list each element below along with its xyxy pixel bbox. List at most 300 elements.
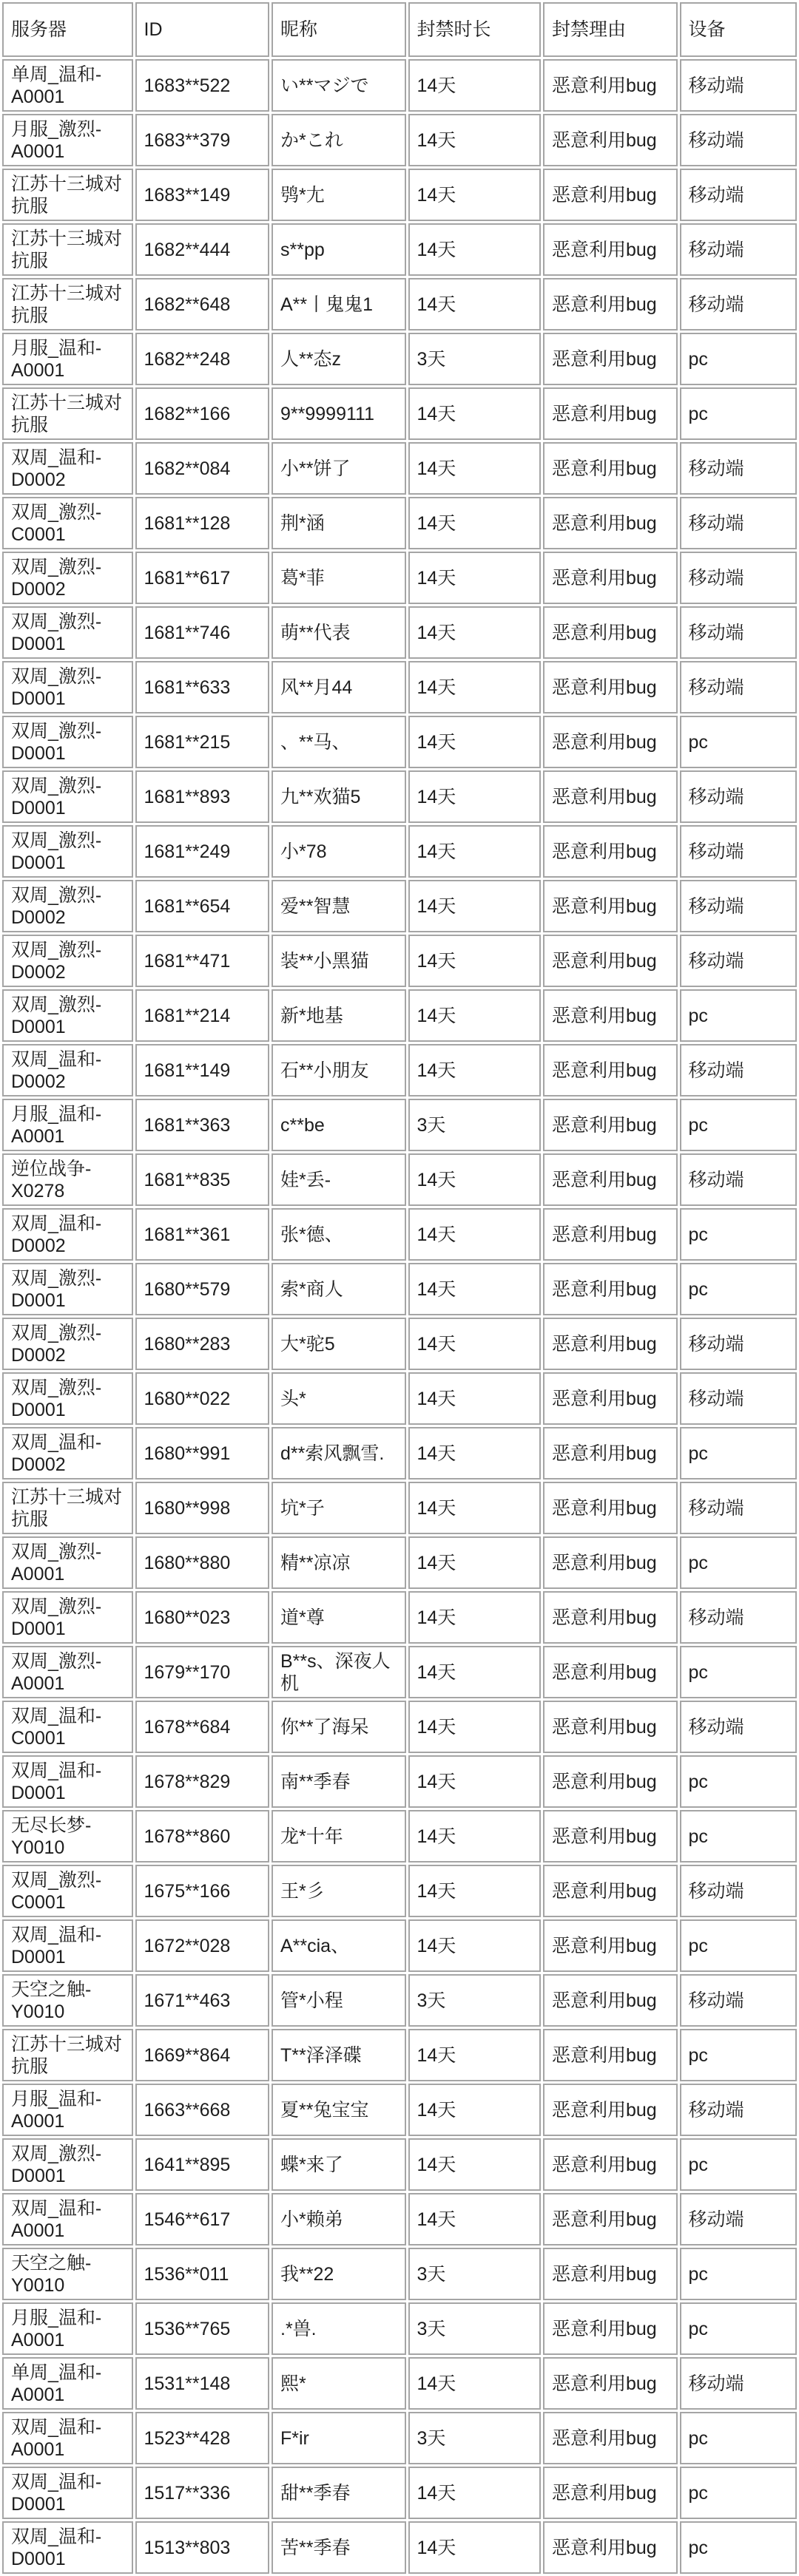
cell-nickname: 龙*十年 — [272, 1810, 406, 1862]
cell-id: 1681**249 — [135, 825, 270, 878]
header-row — [2, 2, 797, 57]
table-row — [2, 1919, 797, 1972]
cell-duration: 14天 — [408, 1865, 542, 1917]
table-row — [2, 1099, 797, 1151]
cell-id: 1513**803 — [135, 2521, 270, 2574]
cell-reason: 恶意利用bug — [543, 935, 678, 987]
cell-duration: 14天 — [408, 770, 542, 823]
cell-device: 移动端 — [680, 1701, 798, 1753]
cell-server: 月服_温和-A0001 — [2, 2084, 133, 2136]
cell-server: 江苏十三城对抗服 — [2, 1482, 133, 1534]
cell-server: 单周_温和-A0001 — [2, 2357, 133, 2410]
table-row — [2, 497, 797, 549]
cell-id: 1536**765 — [135, 2302, 270, 2355]
cell-nickname: 道*尊 — [272, 1591, 406, 1644]
table-row — [2, 2248, 797, 2300]
table-row — [2, 606, 797, 659]
table-row — [2, 2357, 797, 2410]
table-row — [2, 59, 797, 112]
cell-nickname: A**丨鬼鬼1 — [272, 278, 406, 331]
cell-id: 1536**011 — [135, 2248, 270, 2300]
cell-server: 双周_温和-A0001 — [2, 2412, 133, 2464]
table-row — [2, 1153, 797, 1206]
cell-nickname: 夏**兔宝宝 — [272, 2084, 406, 2136]
cell-id: 1681**149 — [135, 1044, 270, 1097]
cell-duration: 14天 — [408, 935, 542, 987]
cell-nickname: 王*彡 — [272, 1865, 406, 1917]
cell-duration: 3天 — [408, 2248, 542, 2300]
cell-device: pc — [680, 2467, 798, 2519]
table-body — [2, 59, 797, 2574]
cell-server: 月服_激烈-A0001 — [2, 114, 133, 166]
cell-nickname: 甜**季春 — [272, 2467, 406, 2519]
cell-duration: 14天 — [408, 2467, 542, 2519]
cell-nickname: 张*德、 — [272, 1208, 406, 1261]
cell-reason: 恶意利用bug — [543, 1536, 678, 1589]
column-header-duration: 封禁时长 — [408, 2, 542, 57]
cell-duration: 3天 — [408, 1974, 542, 2027]
cell-duration: 3天 — [408, 2302, 542, 2355]
cell-nickname: T**泽泽碟 — [272, 2029, 406, 2081]
cell-device: 移动端 — [680, 1591, 798, 1644]
cell-duration: 14天 — [408, 1591, 542, 1644]
table-row — [2, 2138, 797, 2191]
cell-device: pc — [680, 333, 798, 385]
cell-duration: 14天 — [408, 169, 542, 221]
cell-device: 移动端 — [680, 2357, 798, 2410]
cell-server: 双周_激烈-D0001 — [2, 989, 133, 1042]
cell-duration: 3天 — [408, 1099, 542, 1151]
table-row — [2, 1263, 797, 1315]
cell-id: 1681**654 — [135, 880, 270, 932]
cell-reason: 恶意利用bug — [543, 2138, 678, 2191]
cell-device: pc — [680, 1755, 798, 1808]
cell-duration: 14天 — [408, 1646, 542, 1698]
cell-duration: 14天 — [408, 825, 542, 878]
cell-id: 1680**998 — [135, 1482, 270, 1534]
cell-nickname: 人**态z — [272, 333, 406, 385]
cell-reason: 恶意利用bug — [543, 387, 678, 440]
cell-reason: 恶意利用bug — [543, 716, 678, 768]
cell-duration: 14天 — [408, 989, 542, 1042]
cell-nickname: s**pp — [272, 223, 406, 276]
column-header-server: 服务器 — [2, 2, 133, 57]
cell-reason: 恶意利用bug — [543, 114, 678, 166]
cell-duration: 14天 — [408, 2193, 542, 2245]
cell-id: 1680**283 — [135, 1318, 270, 1370]
cell-nickname: 南**季春 — [272, 1755, 406, 1808]
cell-server: 双周_温和-D0002 — [2, 442, 133, 495]
cell-id: 1675**166 — [135, 1865, 270, 1917]
cell-reason: 恶意利用bug — [543, 552, 678, 604]
cell-device: pc — [680, 2138, 798, 2191]
table-row — [2, 880, 797, 932]
cell-reason: 恶意利用bug — [543, 1208, 678, 1261]
cell-nickname: 荆*涵 — [272, 497, 406, 549]
table-row — [2, 661, 797, 714]
cell-server: 双周_激烈-D0001 — [2, 661, 133, 714]
cell-device: 移动端 — [680, 2084, 798, 2136]
cell-device: 移动端 — [680, 1865, 798, 1917]
cell-server: 双周_激烈-A0001 — [2, 1646, 133, 1698]
cell-server: 双周_温和-D0002 — [2, 1427, 133, 1479]
cell-device: 移动端 — [680, 497, 798, 549]
cell-nickname: A**cia、 — [272, 1919, 406, 1972]
table-row — [2, 552, 797, 604]
table-row — [2, 1372, 797, 1425]
cell-device: 移动端 — [680, 1153, 798, 1206]
cell-server: 双周_温和-A0001 — [2, 2193, 133, 2245]
cell-id: 1683**149 — [135, 169, 270, 221]
cell-device: 移动端 — [680, 880, 798, 932]
cell-duration: 14天 — [408, 716, 542, 768]
cell-nickname: 小*78 — [272, 825, 406, 878]
cell-reason: 恶意利用bug — [543, 2302, 678, 2355]
table-row — [2, 333, 797, 385]
cell-reason: 恶意利用bug — [543, 2521, 678, 2574]
cell-device: 移动端 — [680, 552, 798, 604]
cell-duration: 14天 — [408, 1536, 542, 1589]
cell-nickname: 风**月44 — [272, 661, 406, 714]
cell-server: 双周_激烈-D0001 — [2, 2138, 133, 2191]
cell-device: pc — [680, 2412, 798, 2464]
cell-reason: 恶意利用bug — [543, 1646, 678, 1698]
cell-nickname: い**マジで — [272, 59, 406, 112]
cell-server: 双周_激烈-D0001 — [2, 1591, 133, 1644]
cell-server: 双周_激烈-D0001 — [2, 716, 133, 768]
table-row — [2, 387, 797, 440]
cell-duration: 14天 — [408, 1208, 542, 1261]
table-row — [2, 770, 797, 823]
cell-nickname: 娃*丢- — [272, 1153, 406, 1206]
cell-device: pc — [680, 989, 798, 1042]
cell-reason: 恶意利用bug — [543, 1919, 678, 1972]
cell-id: 1680**579 — [135, 1263, 270, 1315]
cell-nickname: 9**9999111 — [272, 387, 406, 440]
cell-duration: 14天 — [408, 2521, 542, 2574]
cell-nickname: 萌**代表 — [272, 606, 406, 659]
cell-device: pc — [680, 1263, 798, 1315]
cell-device: 移动端 — [680, 442, 798, 495]
table-row — [2, 1427, 797, 1479]
cell-reason: 恶意利用bug — [543, 606, 678, 659]
cell-id: 1681**361 — [135, 1208, 270, 1261]
cell-device: 移动端 — [680, 169, 798, 221]
cell-device: 移动端 — [680, 935, 798, 987]
cell-server: 双周_激烈-D0001 — [2, 825, 133, 878]
cell-id: 1681**471 — [135, 935, 270, 987]
table-row — [2, 716, 797, 768]
cell-reason: 恶意利用bug — [543, 1701, 678, 1753]
cell-server: 双周_温和-D0002 — [2, 1208, 133, 1261]
cell-device: pc — [680, 2029, 798, 2081]
column-header-reason: 封禁理由 — [543, 2, 678, 57]
cell-reason: 恶意利用bug — [543, 989, 678, 1042]
table-row — [2, 825, 797, 878]
table-row — [2, 1482, 797, 1534]
cell-nickname: 新*地基 — [272, 989, 406, 1042]
cell-id: 1680**022 — [135, 1372, 270, 1425]
cell-server: 月服_温和-A0001 — [2, 2302, 133, 2355]
cell-server: 江苏十三城对抗服 — [2, 278, 133, 331]
cell-reason: 恶意利用bug — [543, 2412, 678, 2464]
cell-device: 移动端 — [680, 114, 798, 166]
cell-duration: 14天 — [408, 1810, 542, 1862]
cell-duration: 3天 — [408, 333, 542, 385]
cell-id: 1531**148 — [135, 2357, 270, 2410]
table-row — [2, 989, 797, 1042]
cell-duration: 14天 — [408, 552, 542, 604]
cell-device: pc — [680, 2302, 798, 2355]
cell-server: 无尽长梦-Y0010 — [2, 1810, 133, 1862]
cell-reason: 恶意利用bug — [543, 1263, 678, 1315]
cell-reason: 恶意利用bug — [543, 2357, 678, 2410]
cell-id: 1517**336 — [135, 2467, 270, 2519]
cell-reason: 恶意利用bug — [543, 880, 678, 932]
cell-nickname: 石**小朋友 — [272, 1044, 406, 1097]
table-row — [2, 2193, 797, 2245]
cell-server: 双周_温和-D0001 — [2, 2521, 133, 2574]
cell-duration: 14天 — [408, 1701, 542, 1753]
table-row — [2, 1536, 797, 1589]
column-header-nickname: 昵称 — [272, 2, 406, 57]
cell-server: 双周_激烈-C0001 — [2, 497, 133, 549]
cell-id: 1682**084 — [135, 442, 270, 495]
cell-device: 移动端 — [680, 278, 798, 331]
cell-duration: 14天 — [408, 661, 542, 714]
table-row — [2, 2084, 797, 2136]
cell-server: 双周_温和-D0001 — [2, 1755, 133, 1808]
cell-nickname: 苦**季春 — [272, 2521, 406, 2574]
cell-id: 1678**860 — [135, 1810, 270, 1862]
cell-reason: 恶意利用bug — [543, 2029, 678, 2081]
cell-server: 逆位战争-X0278 — [2, 1153, 133, 1206]
cell-nickname: 小*赖弟 — [272, 2193, 406, 2245]
cell-device: 移动端 — [680, 770, 798, 823]
cell-duration: 14天 — [408, 1919, 542, 1972]
cell-duration: 14天 — [408, 1372, 542, 1425]
cell-nickname: 爱**智慧 — [272, 880, 406, 932]
cell-device: pc — [680, 1427, 798, 1479]
cell-id: 1672**028 — [135, 1919, 270, 1972]
cell-reason: 恶意利用bug — [543, 1974, 678, 2027]
cell-id: 1682**648 — [135, 278, 270, 331]
cell-reason: 恶意利用bug — [543, 2193, 678, 2245]
cell-duration: 14天 — [408, 2357, 542, 2410]
column-header-device: 设备 — [680, 2, 798, 57]
cell-reason: 恶意利用bug — [543, 1099, 678, 1151]
cell-nickname: 葛*菲 — [272, 552, 406, 604]
table-row — [2, 2467, 797, 2519]
cell-nickname: 你**了海呆 — [272, 1701, 406, 1753]
cell-server: 双周_激烈-C0001 — [2, 1865, 133, 1917]
cell-duration: 14天 — [408, 1318, 542, 1370]
cell-reason: 恶意利用bug — [543, 1044, 678, 1097]
cell-reason: 恶意利用bug — [543, 1427, 678, 1479]
cell-server: 江苏十三城对抗服 — [2, 169, 133, 221]
cell-id: 1681**617 — [135, 552, 270, 604]
cell-reason: 恶意利用bug — [543, 223, 678, 276]
table-row — [2, 1591, 797, 1644]
cell-duration: 14天 — [408, 387, 542, 440]
cell-id: 1682**166 — [135, 387, 270, 440]
cell-nickname: .*兽. — [272, 2302, 406, 2355]
cell-id: 1663**668 — [135, 2084, 270, 2136]
cell-reason: 恶意利用bug — [543, 497, 678, 549]
cell-id: 1683**379 — [135, 114, 270, 166]
cell-id: 1671**463 — [135, 1974, 270, 2027]
cell-device: 移动端 — [680, 59, 798, 112]
cell-reason: 恶意利用bug — [543, 2084, 678, 2136]
cell-id: 1683**522 — [135, 59, 270, 112]
cell-duration: 14天 — [408, 278, 542, 331]
cell-device: pc — [680, 1208, 798, 1261]
cell-id: 1679**170 — [135, 1646, 270, 1698]
cell-nickname: 小**饼了 — [272, 442, 406, 495]
cell-reason: 恶意利用bug — [543, 278, 678, 331]
cell-nickname: 坑*子 — [272, 1482, 406, 1534]
cell-device: 移动端 — [680, 1044, 798, 1097]
cell-server: 月服_温和-A0001 — [2, 1099, 133, 1151]
cell-server: 双周_激烈-D0001 — [2, 1372, 133, 1425]
cell-reason: 恶意利用bug — [543, 1755, 678, 1808]
cell-server: 双周_激烈-D0002 — [2, 1318, 133, 1370]
cell-server: 江苏十三城对抗服 — [2, 2029, 133, 2081]
cell-duration: 14天 — [408, 1427, 542, 1479]
cell-reason: 恶意利用bug — [543, 770, 678, 823]
cell-duration: 14天 — [408, 880, 542, 932]
table-row — [2, 1974, 797, 2027]
cell-device: 移动端 — [680, 1318, 798, 1370]
cell-nickname: 蝶*来了 — [272, 2138, 406, 2191]
cell-device: 移动端 — [680, 825, 798, 878]
cell-duration: 14天 — [408, 1044, 542, 1097]
cell-duration: 3天 — [408, 2412, 542, 2464]
cell-reason: 恶意利用bug — [543, 825, 678, 878]
cell-device: pc — [680, 1536, 798, 1589]
cell-device: pc — [680, 2248, 798, 2300]
cell-nickname: d**索风飘雪. — [272, 1427, 406, 1479]
cell-server: 双周_温和-D0001 — [2, 2467, 133, 2519]
cell-reason: 恶意利用bug — [543, 59, 678, 112]
cell-device: 移动端 — [680, 1482, 798, 1534]
cell-device: 移动端 — [680, 2193, 798, 2245]
cell-id: 1678**829 — [135, 1755, 270, 1808]
cell-reason: 恶意利用bug — [543, 333, 678, 385]
cell-nickname: F*ir — [272, 2412, 406, 2464]
cell-server: 双周_激烈-D0002 — [2, 880, 133, 932]
cell-server: 单周_温和-A0001 — [2, 59, 133, 112]
cell-id: 1682**248 — [135, 333, 270, 385]
cell-server: 双周_激烈-D0001 — [2, 606, 133, 659]
cell-id: 1682**444 — [135, 223, 270, 276]
cell-id: 1681**893 — [135, 770, 270, 823]
cell-device: 移动端 — [680, 606, 798, 659]
cell-nickname: 管*小程 — [272, 1974, 406, 2027]
table-row — [2, 1208, 797, 1261]
cell-duration: 14天 — [408, 606, 542, 659]
cell-id: 1681**128 — [135, 497, 270, 549]
cell-server: 双周_激烈-D0002 — [2, 552, 133, 604]
cell-server: 江苏十三城对抗服 — [2, 387, 133, 440]
cell-nickname: 精**凉凉 — [272, 1536, 406, 1589]
cell-device: 移动端 — [680, 1372, 798, 1425]
cell-reason: 恶意利用bug — [543, 169, 678, 221]
cell-reason: 恶意利用bug — [543, 1591, 678, 1644]
cell-nickname: 头* — [272, 1372, 406, 1425]
cell-nickname: 鸮*尢 — [272, 169, 406, 221]
cell-id: 1680**991 — [135, 1427, 270, 1479]
table-row — [2, 1810, 797, 1862]
cell-nickname: か*これ — [272, 114, 406, 166]
cell-nickname: 熙* — [272, 2357, 406, 2410]
cell-reason: 恶意利用bug — [543, 1810, 678, 1862]
cell-reason: 恶意利用bug — [543, 1865, 678, 1917]
cell-reason: 恶意利用bug — [543, 1318, 678, 1370]
cell-duration: 14天 — [408, 1482, 542, 1534]
cell-duration: 14天 — [408, 1755, 542, 1808]
cell-id: 1681**215 — [135, 716, 270, 768]
cell-id: 1681**835 — [135, 1153, 270, 1206]
cell-reason: 恶意利用bug — [543, 1482, 678, 1534]
cell-nickname: 我**22 — [272, 2248, 406, 2300]
cell-device: pc — [680, 1919, 798, 1972]
cell-device: pc — [680, 2521, 798, 2574]
table-row — [2, 169, 797, 221]
cell-duration: 14天 — [408, 442, 542, 495]
table-row — [2, 935, 797, 987]
cell-id: 1546**617 — [135, 2193, 270, 2245]
cell-duration: 14天 — [408, 2084, 542, 2136]
table-row — [2, 442, 797, 495]
cell-server: 双周_温和-C0001 — [2, 1701, 133, 1753]
table-row — [2, 1318, 797, 1370]
cell-reason: 恶意利用bug — [543, 1372, 678, 1425]
cell-nickname: 、**马、 — [272, 716, 406, 768]
cell-id: 1680**023 — [135, 1591, 270, 1644]
table-row — [2, 1755, 797, 1808]
table-row — [2, 2412, 797, 2464]
cell-id: 1523**428 — [135, 2412, 270, 2464]
cell-device: pc — [680, 1810, 798, 1862]
cell-reason: 恶意利用bug — [543, 442, 678, 495]
cell-reason: 恶意利用bug — [543, 2248, 678, 2300]
table-row — [2, 114, 797, 166]
cell-server: 双周_温和-D0001 — [2, 1919, 133, 1972]
cell-nickname: 装**小黑猫 — [272, 935, 406, 987]
cell-server: 天空之触-Y0010 — [2, 2248, 133, 2300]
table-row — [2, 2302, 797, 2355]
cell-server: 双周_激烈-A0001 — [2, 1536, 133, 1589]
cell-nickname: B**s、深夜人机 — [272, 1646, 406, 1698]
cell-duration: 14天 — [408, 497, 542, 549]
table-row — [2, 1701, 797, 1753]
cell-duration: 14天 — [408, 1153, 542, 1206]
table-row — [2, 1646, 797, 1698]
cell-id: 1680**880 — [135, 1536, 270, 1589]
cell-server: 双周_激烈-D0002 — [2, 935, 133, 987]
cell-nickname: 索*商人 — [272, 1263, 406, 1315]
cell-id: 1641**895 — [135, 2138, 270, 2191]
cell-duration: 14天 — [408, 2138, 542, 2191]
cell-device: pc — [680, 1646, 798, 1698]
cell-server: 月服_温和-A0001 — [2, 333, 133, 385]
table-row — [2, 1865, 797, 1917]
cell-nickname: 大*驼5 — [272, 1318, 406, 1370]
cell-id: 1669**864 — [135, 2029, 270, 2081]
cell-reason: 恶意利用bug — [543, 1153, 678, 1206]
cell-duration: 14天 — [408, 59, 542, 112]
